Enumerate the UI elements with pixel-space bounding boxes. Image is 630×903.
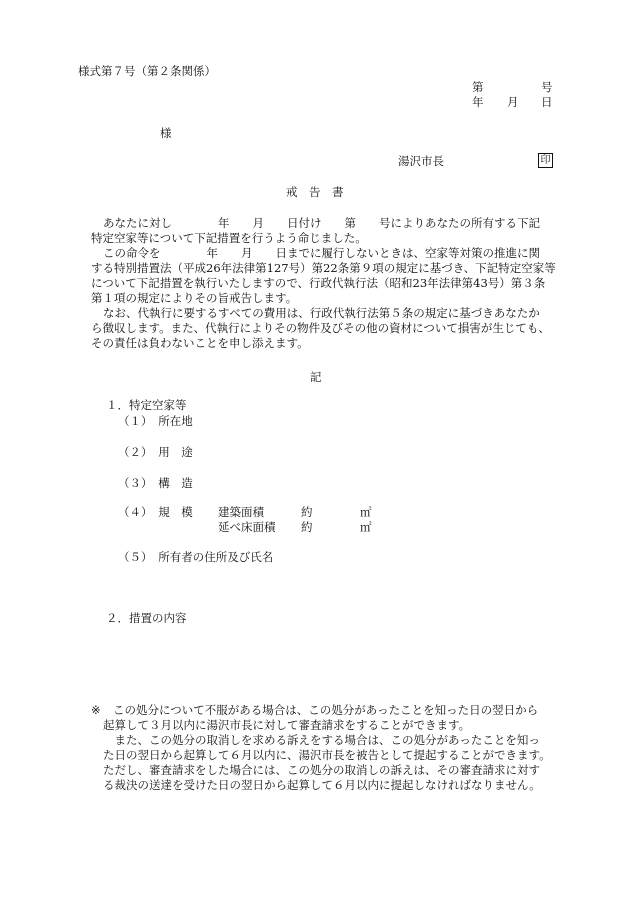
building-area-unit: ㎡ bbox=[360, 505, 372, 519]
date-year: 年 bbox=[472, 95, 484, 109]
document-title: 戒 告 書 bbox=[286, 185, 344, 199]
para2-line1: この命令を 年 月 日までに履行しないときは、空家等対策の推進に関 bbox=[103, 246, 540, 260]
form-number: 様式第７号（第２条関係） bbox=[78, 64, 216, 78]
notice-line4: た日の翌日から起算して６月以内に、湯沢市長を被告として提起することができます。 bbox=[103, 748, 551, 762]
building-area-label: 建築面積 bbox=[218, 505, 264, 519]
date-day: 日 bbox=[541, 95, 553, 109]
section2-heading: ２．措置の内容 bbox=[106, 611, 187, 625]
notice-mark: ※ bbox=[91, 703, 101, 717]
notice-line1: この処分について不服がある場合は、この処分があったことを知った日の翌日から bbox=[113, 703, 539, 717]
notice-line5: ただし、審査請求をした場合には、この処分の取消しの訴えは、その審査請求に対す bbox=[103, 763, 540, 777]
item-use: （２） 用 途 bbox=[118, 445, 193, 459]
doc-number-label-left: 第 bbox=[472, 80, 484, 94]
seal-stamp: 印 bbox=[538, 153, 553, 168]
issuer-name: 湯沢市長 bbox=[398, 154, 444, 168]
floor-area-unit: ㎡ bbox=[360, 520, 372, 534]
ki-heading: 記 bbox=[310, 370, 322, 384]
item-owner: （５） 所有者の住所及び氏名 bbox=[118, 550, 274, 564]
floor-area-label: 延べ床面積 bbox=[218, 520, 276, 534]
notice-line2: 起算して３月以内に湯沢市長に対して審査請求をすることができます。 bbox=[103, 718, 471, 732]
notice-line3: また、この処分の取消しを求める訴えをする場合は、この処分があったことを知っ bbox=[103, 733, 540, 747]
para2-line4: 第１項の規定によりその旨戒告します。 bbox=[91, 291, 298, 305]
para2-line3: について下記措置を執行いたしますので、行政代執行法（昭和23年法律第43号）第３条 bbox=[91, 276, 546, 290]
item-scale: （４） 規 模 bbox=[118, 505, 193, 519]
para1-line1: あなたに対し 年 月 日付け 第 号によりあなたの所有する下記 bbox=[103, 216, 540, 230]
item-location: （１） 所在地 bbox=[118, 414, 193, 428]
item-structure: （３） 構 造 bbox=[118, 476, 193, 490]
notice-line6: る裁決の送達を受けた日の翌日から起算して６月以内に提起しなければなりません。 bbox=[103, 778, 541, 792]
para3-line2: ら徴収します。また、代執行によりその物件及びその他の資材について損害が生じても、 bbox=[91, 321, 550, 335]
date-month: 月 bbox=[507, 95, 519, 109]
recipient-honorific: 様 bbox=[160, 126, 172, 140]
floor-area-approx: 約 bbox=[301, 520, 313, 534]
para3-line3: その責任は負わないことを申し添えます。 bbox=[91, 336, 309, 350]
doc-number-label-right: 号 bbox=[541, 80, 553, 94]
para3-line1: なお、代執行に要するすべての費用は、行政代執行法第５条の規定に基づきあなたか bbox=[103, 306, 540, 320]
section1-heading: １．特定空家等 bbox=[106, 398, 187, 412]
building-area-approx: 約 bbox=[301, 505, 313, 519]
para2-line2: する特別措置法（平成26年法律第127号）第22条第９項の規定に基づき、下記特定空家等 bbox=[91, 261, 556, 275]
para1-line2: 特定空家等について下記措置を行うよう命じました。 bbox=[91, 231, 367, 245]
